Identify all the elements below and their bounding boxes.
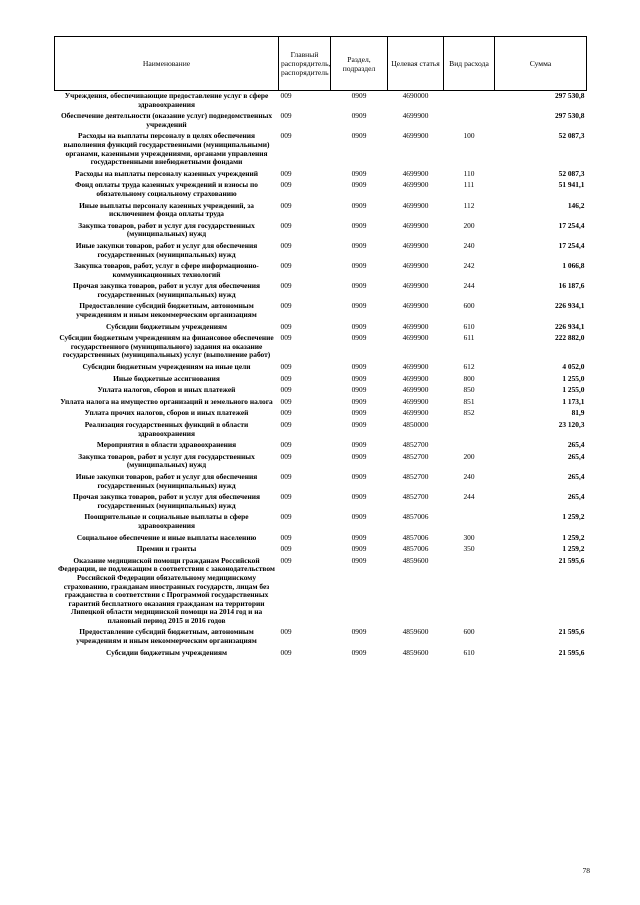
table-row xyxy=(55,408,587,420)
row-section: 0909 xyxy=(351,408,367,418)
row-section: 0909 xyxy=(351,333,367,343)
row-grbs: 009 xyxy=(280,180,292,190)
row-kind xyxy=(444,512,495,532)
row-sum: 52 087,3 xyxy=(558,168,585,178)
row-kind: 851 xyxy=(463,396,475,406)
row-section: 0909 xyxy=(351,385,367,395)
row-name: Закупка товаров, работ и услуг для государственных (муниципальных) нужд xyxy=(78,451,255,470)
row-section: 0909 xyxy=(351,451,367,461)
row-grbs: 009 xyxy=(280,301,292,311)
table-row xyxy=(55,472,587,492)
row-name: Премии и гранты xyxy=(136,544,197,554)
table-row xyxy=(55,556,587,628)
row-name: Предоставление субсидий бюджетным, автономным учреждениям и иным некоммерческим организациям xyxy=(76,627,257,646)
row-grbs: 009 xyxy=(280,261,292,271)
row-sum: 21 595,6 xyxy=(558,647,585,657)
row-name: Расходы на выплаты персоналу казенных учреждений xyxy=(74,168,259,178)
row-grbs: 009 xyxy=(280,168,292,178)
row-kind: 350 xyxy=(463,544,475,554)
row-grbs: 009 xyxy=(280,647,292,657)
row-name: Расходы на выплаты персоналу в целях обеспечения выполнения функций государственными (муниципальными) органами, казенными учреждениями, органами управления государственными внебюджетными фондами xyxy=(63,131,270,167)
row-section: 0909 xyxy=(351,168,367,178)
row-target: 4699900 xyxy=(402,396,429,406)
row-kind xyxy=(444,111,495,131)
row-kind: 244 xyxy=(463,492,475,502)
row-kind: 240 xyxy=(463,471,475,481)
table-row xyxy=(55,512,587,532)
row-grbs: 009 xyxy=(280,131,292,141)
row-grbs: 009 xyxy=(280,555,292,565)
row-sum: 1 066,8 xyxy=(562,261,585,271)
table-row xyxy=(55,333,587,362)
row-grbs: 009 xyxy=(280,420,292,429)
row-sum: 1 259,2 xyxy=(562,544,585,554)
table-row xyxy=(55,261,587,281)
row-sum: 52 087,3 xyxy=(558,131,585,141)
row-grbs: 009 xyxy=(280,451,292,461)
row-section: 0909 xyxy=(351,555,367,565)
row-section: 0909 xyxy=(351,420,367,429)
table-row xyxy=(55,221,587,241)
row-section: 0909 xyxy=(351,240,367,250)
row-target: 4699900 xyxy=(402,180,429,190)
row-target: 4852700 xyxy=(402,451,429,461)
row-kind: 110 xyxy=(463,168,475,178)
row-name: Уплата прочих налогов, сборов и иных платежей xyxy=(84,408,249,418)
row-grbs: 009 xyxy=(280,492,292,502)
row-grbs: 009 xyxy=(280,91,292,100)
table-row xyxy=(55,492,587,512)
row-grbs: 009 xyxy=(280,532,292,542)
row-kind: 200 xyxy=(463,451,475,461)
table-row xyxy=(55,385,587,397)
row-section: 0909 xyxy=(351,111,367,121)
row-grbs: 009 xyxy=(280,281,292,291)
row-name: Уплата налогов, сборов и иных платежей xyxy=(97,385,236,395)
row-section: 0909 xyxy=(351,281,367,291)
row-target: 4852700 xyxy=(402,492,429,502)
row-section: 0909 xyxy=(351,180,367,190)
row-grbs: 009 xyxy=(280,240,292,250)
row-target: 4699900 xyxy=(402,385,429,395)
row-kind: 244 xyxy=(463,281,475,291)
header-name: Наименование xyxy=(55,37,279,91)
row-sum: 265,4 xyxy=(567,440,585,450)
row-target: 4699900 xyxy=(402,362,429,372)
row-sum: 16 187,6 xyxy=(558,281,585,291)
row-section: 0909 xyxy=(351,220,367,230)
row-name: Иные закупки товаров, работ и услуг для обеспечения государственных (муниципальных) нужд xyxy=(75,471,258,490)
row-name: Учреждения, обеспечивающие предоставление услуг в сфере здравоохранения xyxy=(64,91,269,109)
row-name: Иные бюджетные ассигнования xyxy=(113,373,220,383)
table-row xyxy=(55,362,587,374)
row-sum: 51 941,1 xyxy=(558,180,585,190)
row-section: 0909 xyxy=(351,261,367,271)
row-target: 4699900 xyxy=(402,261,429,271)
row-kind: 242 xyxy=(463,261,475,271)
row-section: 0909 xyxy=(351,627,367,637)
table-row xyxy=(55,201,587,221)
row-sum: 297 530,8 xyxy=(554,111,585,121)
row-kind: 200 xyxy=(463,220,475,230)
row-kind: 100 xyxy=(463,131,475,141)
table-row xyxy=(55,91,587,112)
row-sum: 297 530,8 xyxy=(554,91,585,100)
row-target: 4699900 xyxy=(402,220,429,230)
row-section: 0909 xyxy=(351,440,367,450)
table-header-row xyxy=(55,37,587,91)
row-target: 4690000 xyxy=(402,91,429,100)
row-name: Социальное обеспечение и иные выплаты населению xyxy=(76,532,257,542)
row-kind: 600 xyxy=(463,627,475,637)
row-kind xyxy=(444,420,495,440)
row-name: Субсидии бюджетным учреждениям xyxy=(105,321,227,331)
row-target: 4699900 xyxy=(402,131,429,141)
row-section: 0909 xyxy=(351,532,367,542)
row-section: 0909 xyxy=(351,544,367,554)
row-sum: 222 882,0 xyxy=(554,333,585,343)
table-row xyxy=(55,301,587,321)
row-name: Мероприятия в области здравоохранения xyxy=(96,440,237,450)
row-sum: 21 595,6 xyxy=(558,555,585,565)
row-kind xyxy=(444,556,495,628)
row-grbs: 009 xyxy=(280,111,292,121)
header-sum: Сумма xyxy=(495,37,587,91)
row-kind: 112 xyxy=(463,200,475,210)
row-kind xyxy=(444,91,495,112)
header-section: Раздел, подраздел xyxy=(331,37,388,91)
row-name: Иные закупки товаров, работ и услуг для обеспечения государственных (муниципальных) нужд xyxy=(75,240,258,259)
table-row xyxy=(55,440,587,452)
row-grbs: 009 xyxy=(280,362,292,372)
row-grbs: 009 xyxy=(280,385,292,395)
row-target: 4699900 xyxy=(402,321,429,331)
row-target: 4699900 xyxy=(402,240,429,250)
row-name: Прочая закупка товаров, работ и услуг для обеспечения государственных (муниципальных) нужд xyxy=(73,492,260,510)
row-sum: 265,4 xyxy=(567,451,585,461)
table-row xyxy=(55,111,587,131)
table-row xyxy=(55,241,587,261)
row-target: 4699900 xyxy=(402,301,429,311)
row-kind: 611 xyxy=(463,333,475,343)
row-target: 4699900 xyxy=(402,168,429,178)
row-section: 0909 xyxy=(351,321,367,331)
row-kind: 600 xyxy=(463,301,475,311)
row-name: Реализация государственных функций в области здравоохранения xyxy=(84,420,249,438)
table-row xyxy=(55,648,587,660)
row-section: 0909 xyxy=(351,301,367,311)
row-kind: 852 xyxy=(463,408,475,418)
row-grbs: 009 xyxy=(280,321,292,331)
row-section: 0909 xyxy=(351,512,367,522)
row-sum: 1 173,1 xyxy=(562,396,585,406)
row-target: 4699900 xyxy=(402,111,429,121)
row-section: 0909 xyxy=(351,492,367,502)
row-target: 4859600 xyxy=(402,627,429,637)
table-row xyxy=(55,180,587,200)
row-name: Предоставление субсидий бюджетным, автономным учреждениям и иным некоммерческим организациям xyxy=(76,301,257,320)
row-target: 4699900 xyxy=(402,281,429,291)
table-row xyxy=(55,452,587,472)
row-name: Уплата налога на имущество организаций и земельного налога xyxy=(60,396,273,406)
table-body xyxy=(55,91,587,660)
row-section: 0909 xyxy=(351,396,367,406)
page-number: 78 xyxy=(582,866,590,875)
row-grbs: 009 xyxy=(280,333,292,343)
row-kind: 610 xyxy=(463,647,475,657)
row-target: 4852700 xyxy=(402,440,429,450)
row-grbs: 009 xyxy=(280,512,292,522)
row-sum: 21 595,6 xyxy=(558,627,585,637)
row-target: 4699900 xyxy=(402,373,429,383)
row-name: Поощрительные и социальные выплаты в сфере здравоохранения xyxy=(84,512,249,530)
table-row xyxy=(55,627,587,647)
row-section: 0909 xyxy=(351,200,367,210)
row-section: 0909 xyxy=(351,471,367,481)
row-kind: 610 xyxy=(463,321,475,331)
row-name: Субсидии бюджетным учреждениям xyxy=(105,647,227,657)
row-grbs: 009 xyxy=(280,408,292,418)
row-name: Субсидии бюджетным учреждениям на иные цели xyxy=(82,362,251,372)
row-grbs: 009 xyxy=(280,200,292,210)
row-target: 4859600 xyxy=(402,647,429,657)
row-sum: 146,2 xyxy=(567,200,585,210)
header-grbs: Главный распорядитель, распорядитель xyxy=(279,37,331,91)
row-grbs: 009 xyxy=(280,440,292,450)
table-row xyxy=(55,374,587,386)
row-target: 4699900 xyxy=(402,200,429,210)
row-target: 4857006 xyxy=(402,512,429,522)
row-kind: 240 xyxy=(463,240,475,250)
row-sum: 1 255,0 xyxy=(562,385,585,395)
row-name: Оказание медицинской помощи гражданам Российской Федерации, не подлежащим в соответствии с законодательством Российской Федерации обязательному медицинскому страхованию, гражданам иностранных государств, лицам без гражданства в соответствии с Программой государственных гарантий бесплатного оказания гражданам на территории Липецкой области медицинской помощи на 2014 год и на плановый период 2015 и 2016 годов xyxy=(58,555,275,625)
row-grbs: 009 xyxy=(280,396,292,406)
row-target: 4699900 xyxy=(402,333,429,343)
row-target: 4857006 xyxy=(402,532,429,542)
row-kind: 111 xyxy=(463,180,475,190)
row-target: 4859600 xyxy=(402,555,429,565)
row-sum: 4 052,0 xyxy=(562,362,585,372)
table-row xyxy=(55,397,587,409)
row-kind: 300 xyxy=(463,532,475,542)
table-row xyxy=(55,420,587,440)
table-row xyxy=(55,131,587,168)
row-section: 0909 xyxy=(351,131,367,141)
row-grbs: 009 xyxy=(280,220,292,230)
row-name: Закупка товаров, работ и услуг для государственных (муниципальных) нужд xyxy=(78,220,255,239)
row-sum: 1 259,2 xyxy=(562,512,585,522)
table-row xyxy=(55,533,587,545)
row-sum: 23 120,3 xyxy=(558,420,585,429)
row-sum: 17 254,4 xyxy=(558,220,585,230)
row-kind: 800 xyxy=(463,373,475,383)
row-sum: 1 255,0 xyxy=(562,373,585,383)
row-name: Обеспечение деятельности (оказание услуг) подведомственных учреждений xyxy=(60,111,273,129)
row-sum: 17 254,4 xyxy=(558,240,585,250)
table-row xyxy=(55,544,587,556)
table-row xyxy=(55,322,587,334)
row-target: 4699900 xyxy=(402,408,429,418)
table-row xyxy=(55,281,587,301)
row-sum: 265,4 xyxy=(567,471,585,481)
row-section: 0909 xyxy=(351,91,367,100)
row-sum: 226 934,1 xyxy=(554,301,585,311)
row-grbs: 009 xyxy=(280,373,292,383)
row-target: 4857006 xyxy=(402,544,429,554)
row-name: Иные выплаты персоналу казенных учреждений, за исключением фонда оплаты труда xyxy=(79,200,254,219)
row-section: 0909 xyxy=(351,647,367,657)
row-sum: 265,4 xyxy=(567,492,585,502)
row-name: Субсидии бюджетным учреждениям на финансовое обеспечение государственного (муниципального) задания на оказание государственных (муниципальных) услуг (выполнение работ) xyxy=(59,333,274,360)
row-grbs: 009 xyxy=(280,544,292,554)
row-kind: 850 xyxy=(463,385,475,395)
row-name: Закупка товаров, работ, услуг в сфере информационно-коммуникационных технологий xyxy=(74,261,259,279)
row-section: 0909 xyxy=(351,362,367,372)
row-grbs: 009 xyxy=(280,471,292,481)
table-row xyxy=(55,169,587,181)
row-grbs: 009 xyxy=(280,627,292,637)
budget-table xyxy=(54,36,587,659)
row-name: Прочая закупка товаров, работ и услуг для обеспечения государственных (муниципальных) нужд xyxy=(73,281,260,299)
header-target: Целевая статья xyxy=(388,37,444,91)
row-name: Фонд оплаты труда казенных учреждений и взносы по обязательному социальному страхованию xyxy=(74,180,259,198)
row-kind: 612 xyxy=(463,362,475,372)
row-kind xyxy=(444,440,495,452)
row-section: 0909 xyxy=(351,373,367,383)
row-target: 4852700 xyxy=(402,471,429,481)
row-sum: 226 934,1 xyxy=(554,321,585,331)
row-sum: 81,9 xyxy=(571,408,585,418)
row-target: 4850000 xyxy=(402,420,429,429)
row-sum: 1 259,2 xyxy=(562,532,585,542)
header-kind: Вид расхода xyxy=(444,37,495,91)
